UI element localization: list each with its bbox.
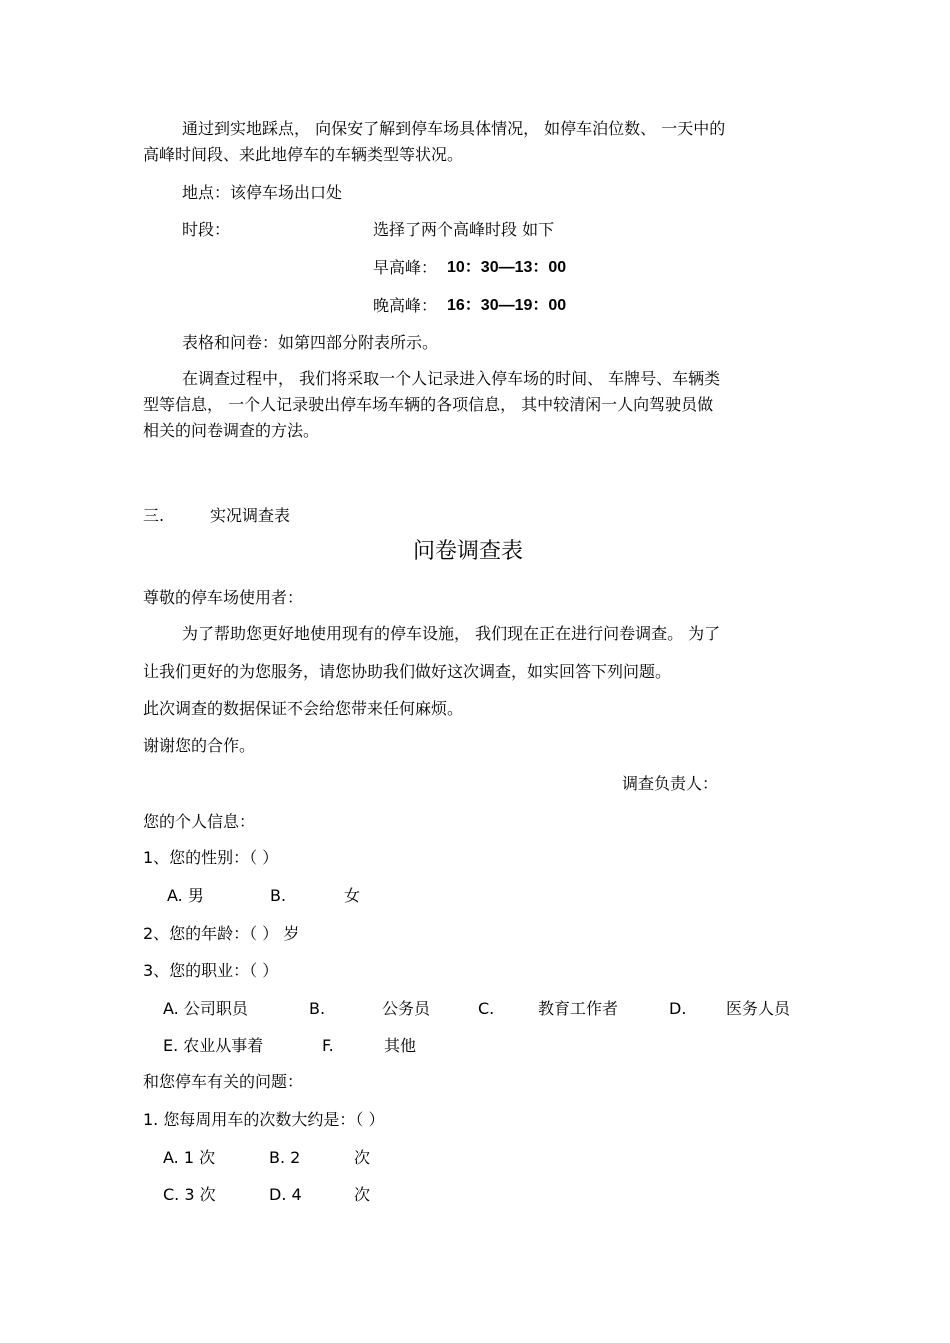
- occupation-option-d: D.: [669, 999, 687, 1018]
- survey-paragraph-1-line-1: 为了帮助您更好地使用现有的停车设施， 我们现在正在进行问卷调查。 为了: [182, 624, 721, 643]
- process-line-2: 型等信息， 一个人记录驶出停车场车辆的各项信息， 其中较清闲一人向驾驶员做: [143, 395, 714, 414]
- usage-option-d-text: 次: [354, 1185, 371, 1204]
- survey-paragraph-2: 此次调查的数据保证不会给您带来任何麻烦。: [143, 699, 464, 718]
- survey-thanks: 谢谢您的合作。: [143, 736, 256, 755]
- location-text: 地点：该停车场出口处: [182, 183, 343, 202]
- survey-responsible: 调查负责人：: [622, 774, 719, 793]
- evening-peak-label: 晚高峰：: [373, 296, 438, 315]
- period-label: 时段：: [182, 220, 231, 239]
- section-title: 实况调查表: [210, 506, 291, 525]
- question-occupation: 3、您的职业：（ ）: [143, 961, 279, 980]
- morning-peak-time: 10：30—13：00: [447, 259, 567, 276]
- intro-line-2: 高峰时间段、来此地停车的车辆类型等状况。: [143, 145, 464, 164]
- morning-peak-label: 早高峰：: [373, 258, 438, 277]
- forms-text: 表格和问卷：如第四部分附表所示。: [182, 333, 439, 352]
- question-age: 2、您的年龄：（ ） 岁: [143, 924, 300, 943]
- usage-option-a: A. 1 次: [163, 1148, 216, 1167]
- personal-info-header: 您的个人信息：: [143, 812, 256, 831]
- occupation-option-a: A. 公司职员: [163, 999, 248, 1018]
- occupation-option-c-text: 教育工作者: [538, 999, 619, 1018]
- survey-greeting: 尊敬的停车场使用者：: [143, 588, 304, 607]
- occupation-option-b-text: 公务员: [382, 999, 431, 1018]
- occupation-option-f-text: 其他: [384, 1036, 417, 1055]
- occupation-option-f: F.: [322, 1036, 334, 1055]
- occupation-option-b: B.: [309, 999, 326, 1018]
- period-desc: 选择了两个高峰时段 如下: [373, 220, 555, 239]
- section-number: 三.: [143, 506, 165, 525]
- usage-option-b-text: 次: [354, 1148, 371, 1167]
- usage-option-c: C. 3 次: [163, 1185, 216, 1204]
- question-gender: 1、您的性别：（ ）: [143, 848, 279, 867]
- gender-option-b: B.: [270, 886, 287, 905]
- occupation-option-e: E. 农业从事着: [163, 1036, 264, 1055]
- parking-questions-header: 和您停车有关的问题：: [143, 1072, 304, 1091]
- usage-option-b: B. 2: [269, 1148, 301, 1167]
- intro-line-1: 通过到实地踩点， 向保安了解到停车场具体情况， 如停车泊位数、 一天中的: [182, 119, 726, 138]
- occupation-option-c: C.: [478, 999, 495, 1018]
- survey-paragraph-1-line-2: 让我们更好的为您服务，请您协助我们做好这次调查，如实回答下列问题。: [143, 662, 672, 681]
- question-weekly-usage: 1. 您每周用车的次数大约是：（ ）: [143, 1110, 385, 1129]
- survey-title: 问卷调查表: [412, 539, 523, 564]
- evening-peak-time: 16：30—19：00: [447, 297, 567, 314]
- gender-option-b-text: 女: [344, 886, 361, 905]
- process-line-1: 在调查过程中， 我们将采取一个人记录进入停车场的时间、 车牌号、车辆类: [182, 369, 721, 388]
- process-line-3: 相关的问卷调查的方法。: [143, 421, 320, 440]
- usage-option-d: D. 4: [269, 1185, 302, 1204]
- gender-option-a: A. 男: [167, 886, 204, 905]
- occupation-option-d-text: 医务人员: [726, 999, 791, 1018]
